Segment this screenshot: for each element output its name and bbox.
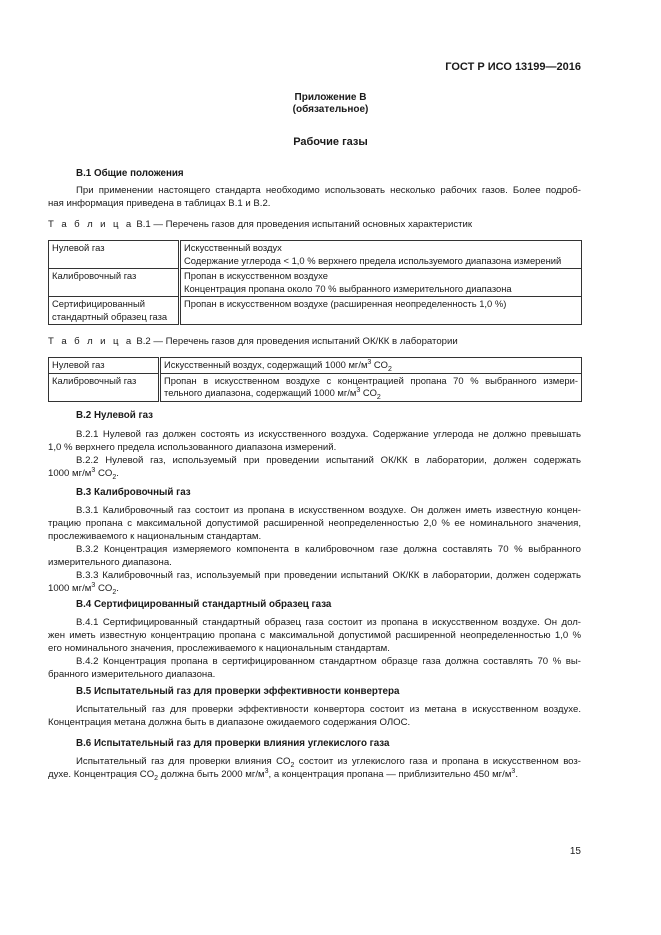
table-cell — [160, 373, 582, 401]
section-b6-paragraph — [48, 755, 581, 781]
table-cell — [180, 241, 582, 269]
subscript: 2 — [112, 588, 117, 596]
section-b3-paragraph — [48, 504, 581, 595]
paragraph-line: Испытательный газ для проверки эффективности конвертора состоит из метана в искусственном воздухе. — [76, 704, 581, 715]
paragraph-line: В.3.1 Калибровочный газ состоит из пропана в искусственном воздухе. Он должен иметь известную концен- — [76, 505, 581, 516]
paragraph-line: духе. Концентрация $CO_2$ должна быть 2000 $мг/м^3$, а концентрация пропана — приблизительно 450 $мг/м^3$. — [48, 767, 518, 782]
paragraph-line: В.4.1 Сертифицированный стандартный образец газа состоит из пропана в искусственном воздухе. Он дол- — [76, 617, 581, 628]
subscript: 2 — [290, 761, 295, 769]
cell-line: Сертифицированный — [52, 298, 145, 309]
table2-caption-prefix: Т а б л и ц а — [48, 336, 134, 347]
paragraph-line: Концентрация метана должна быть в диапазоне ожидаемого содержания ОЛОС. — [48, 717, 411, 728]
section-b1-paragraph — [48, 184, 581, 210]
superscript: 3 — [367, 358, 372, 366]
table-row — [49, 269, 582, 297]
table-cell — [160, 358, 582, 374]
section-b5-paragraph — [48, 703, 581, 729]
cell-line: стандартный образец газа — [52, 310, 168, 322]
table-cell: Калибровочный газ — [49, 269, 180, 297]
table-cell — [180, 269, 582, 297]
appendix-status: (обязательное) — [292, 104, 369, 115]
paragraph-line: 1000 $мг/м^3$ $CO_2$. — [48, 466, 119, 481]
section-b4-heading: В.4 Сертифицированный стандартный образец газа — [76, 599, 332, 610]
cell-line: Содержание углерода < 1,0 % верхнего предела используемого диапазона измерений — [184, 254, 562, 266]
paragraph-line: В.2.2 Нулевой газ, используемый при проведении испытаний ОК/КК в лаборатории, должен содержать — [76, 455, 581, 466]
table1-caption-prefix: Т а б л и ц а — [48, 219, 134, 230]
table1 — [48, 240, 582, 325]
paragraph-line: ная информация приведена в таблицах В.1 и В.2. — [48, 198, 271, 209]
table2-caption-text: В.2 — Перечень газов для проведения испытаний ОК/КК в лаборатории — [133, 336, 458, 347]
appendix-title: Приложение В — [294, 92, 367, 103]
section-b1-heading: В.1 Общие положения — [76, 168, 184, 179]
paragraph-line: В.3.2 Концентрация измеряемого компонента в калибровочном газе должна составлять 70 % выбранного — [76, 544, 581, 555]
paragraph-line: 1,0 % верхнего предела использованного диапазона измерений. — [48, 442, 337, 453]
cell-line: Искусственный воздух — [184, 242, 282, 253]
table-cell: Нулевой газ — [49, 241, 180, 269]
table-row — [49, 373, 582, 401]
document-title: Рабочие газы — [293, 136, 368, 148]
subscript: 2 — [376, 393, 381, 401]
cell-line: Пропан в искусственном воздухе с концентрацией пропана 70 % выбранного измери- — [164, 374, 578, 386]
superscript: 3 — [356, 386, 361, 394]
section-b5-heading: В.5 Испытательный газ для проверки эффективности конвертера — [76, 686, 400, 697]
table-cell: Пропан в искусственном воздухе (расширенная неопределенность 1,0 %) — [180, 297, 582, 325]
paragraph-line: измерительного диапазона. — [48, 557, 172, 568]
paragraph-line: В.4.2 Концентрация пропана в сертифицированном стандартном образце газа должна составлять 70 % вы- — [76, 656, 581, 667]
section-b2-paragraph — [48, 428, 581, 480]
paragraph-line: жен иметь известную концентрацию пропана с максимальной допустимой расширенной неопределенностью 1,0 % — [48, 630, 581, 641]
superscript: 3 — [511, 767, 516, 775]
paragraph-line: В.3.3 Калибровочный газ, используемый при проведении испытаний ОК/КК в лаборатории, должен содержать — [76, 570, 581, 581]
table2-caption — [48, 336, 458, 347]
paragraph-line: При применении настоящего стандарта необходимо использовать несколько рабочих газов. Более подроб- — [76, 185, 581, 196]
cell-text: Искусственный воздух, содержащий 1000 мг/м — [164, 359, 368, 370]
standard-number: ГОСТ Р ИСО 13199—2016 — [445, 61, 581, 73]
subscript: 2 — [387, 365, 392, 373]
table1-caption-text: В.1 — Перечень газов для проведения испытаний основных характеристик — [133, 219, 473, 230]
page-number: 15 — [569, 846, 581, 857]
section-b6-heading: В.6 Испытательный газ для проверки влияния углекислого газа — [76, 738, 390, 749]
table-cell: Нулевой газ — [49, 358, 160, 374]
table-cell — [49, 297, 180, 325]
table1-caption — [48, 219, 472, 230]
cell-text: CO — [371, 359, 388, 370]
subscript: 2 — [112, 473, 117, 481]
paragraph-line: его номинального значения, прослеживаемого к национальным стандартам. — [48, 643, 390, 654]
superscript: 3 — [264, 767, 269, 775]
paragraph-line: прослеживаемого к национальным стандартам. — [48, 531, 262, 542]
table-row — [49, 358, 582, 374]
section-b4-paragraph — [48, 616, 581, 681]
superscript: 3 — [91, 466, 96, 474]
section-b3-heading: В.3 Калибровочный газ — [76, 487, 191, 498]
table2 — [48, 357, 582, 402]
paragraph-line: В.2.1 Нулевой газ должен состоять из искусственного воздуха. Содержание углерода не должно превышать — [76, 429, 581, 440]
table-cell: Калибровочный газ — [49, 373, 160, 401]
appendix-heading — [48, 92, 613, 116]
paragraph-line: Испытательный газ для проверки влияния $CO_2$ состоит из углекислого газа и пропана в искусственном воз- — [76, 756, 581, 769]
paragraph-line: трацию пропана с максимальной допустимой расширенной неопределенностью 2,0 % ее номинального значения, — [48, 518, 581, 529]
cell-text: CO — [360, 387, 377, 398]
table-row — [49, 241, 582, 269]
table-row — [49, 297, 582, 325]
section-b2-heading: В.2 Нулевой газ — [76, 410, 154, 421]
paragraph-line: 1000 $мг/м^3$ $CO_2$. — [48, 581, 119, 596]
cell-line: Пропан в искусственном воздухе — [184, 270, 328, 281]
superscript: 3 — [91, 581, 96, 589]
subscript: 2 — [154, 774, 159, 782]
cell-text: тельного диапазона, содержащий 1000 мг/м — [164, 387, 357, 398]
paragraph-line: бранного измерительного диапазона. — [48, 669, 216, 680]
cell-line: Концентрация пропана около 70 % выбранного измерительного диапазона — [184, 282, 512, 294]
